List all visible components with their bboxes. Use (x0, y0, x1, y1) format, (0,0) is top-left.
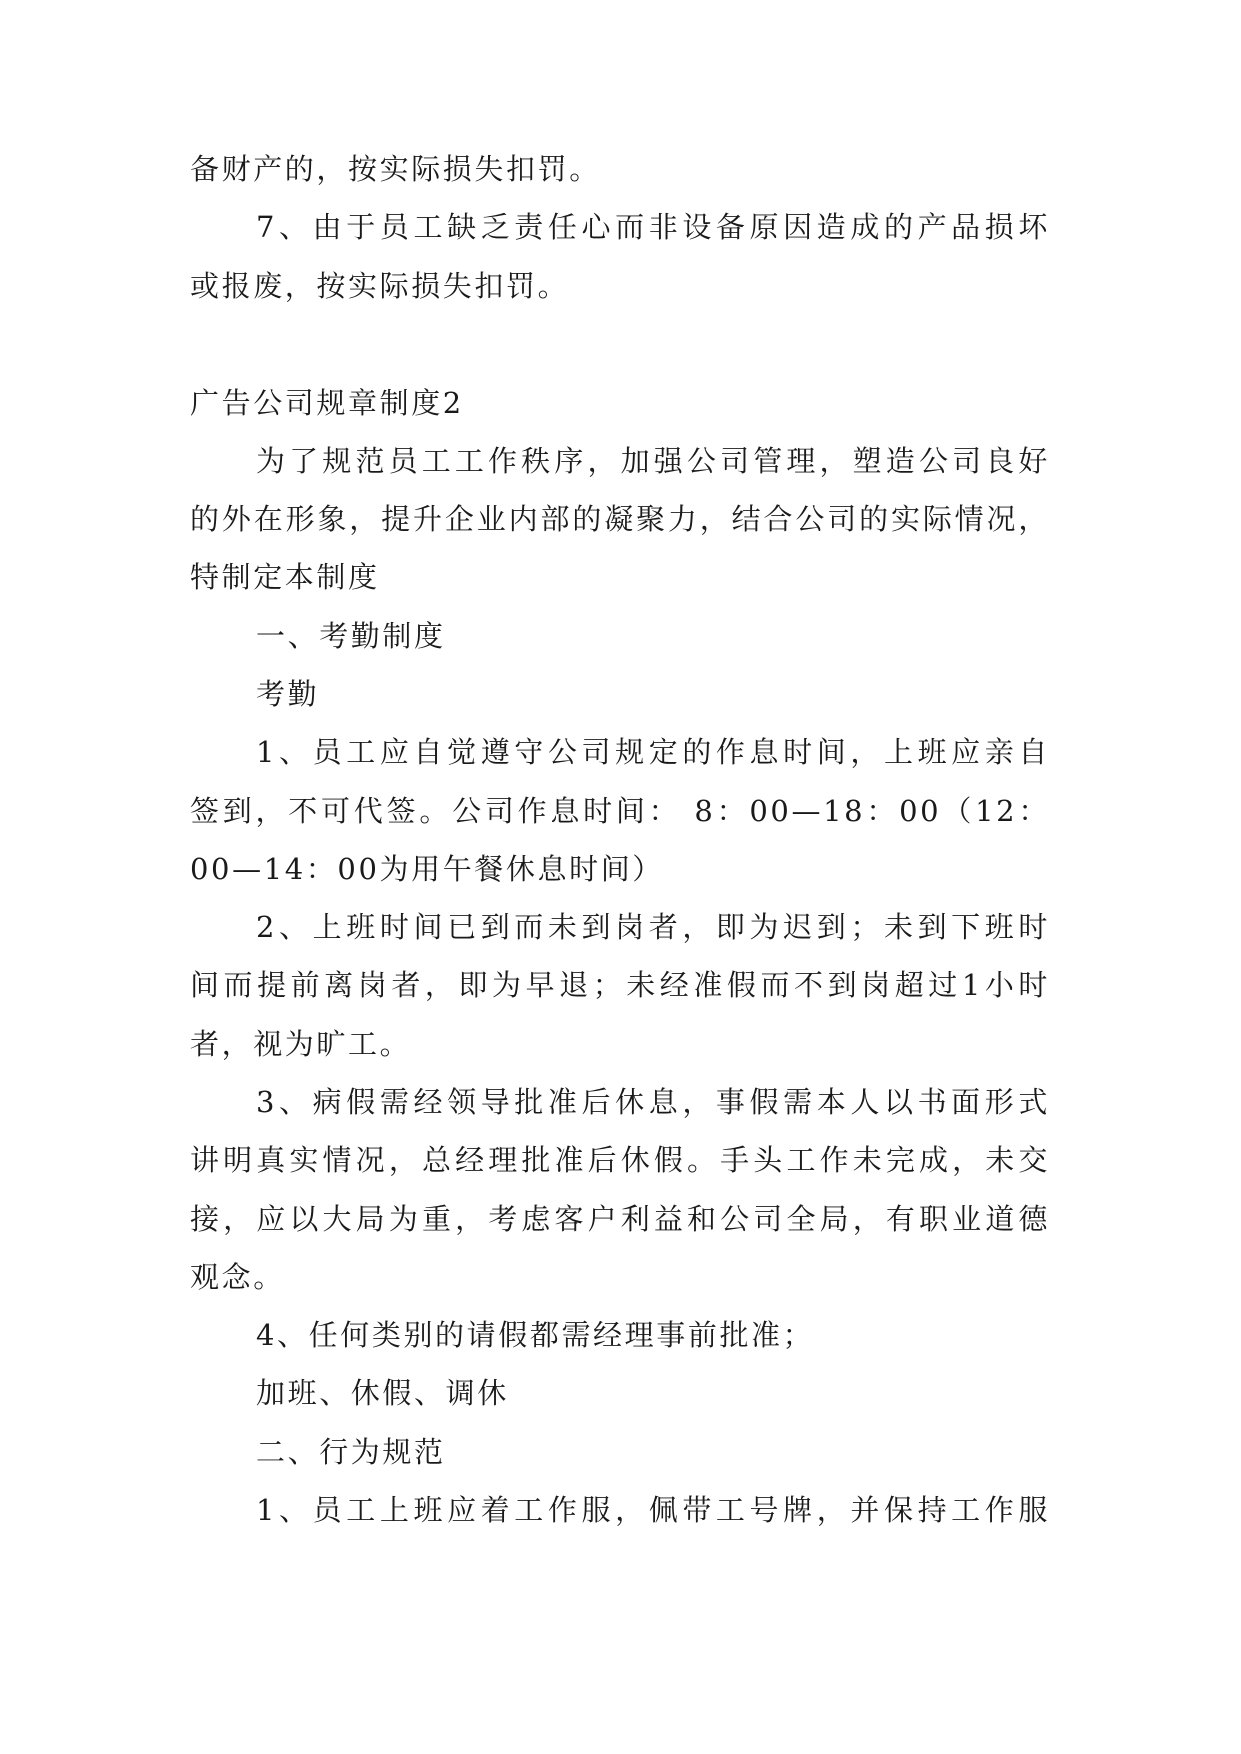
paragraph-line: 的外在形象，提升企业内部的凝聚力，结合公司的实际情况， (190, 502, 1050, 536)
subheading: 考勤 (256, 677, 320, 711)
paragraph-line: 2、上班时间已到而未到岗者，即为迟到；未到下班时 (256, 910, 1050, 944)
paragraph-line: 观念。 (190, 1260, 285, 1294)
paragraph-line: 为了规范员工工作秩序，加强公司管理，塑造公司良好 (256, 444, 1050, 478)
paragraph-line: 签到，不可代签。公司作息时间： 8：00—18：00（12： (190, 794, 1050, 828)
paragraph-line: 或报废，按实际损失扣罚。 (190, 269, 570, 303)
paragraph-line: 间而提前离岗者，即为早退；未经准假而不到岗超过1小时 (190, 968, 1050, 1002)
section-heading: 一、考勤制度 (256, 619, 446, 653)
section-heading: 二、行为规范 (256, 1435, 446, 1469)
subheading: 加班、休假、调休 (256, 1376, 509, 1410)
paragraph-line: 者，视为旷工。 (190, 1027, 412, 1061)
paragraph-line: 备财产的，按实际损失扣罚。 (190, 152, 601, 186)
paragraph-line: 3、病假需经领导批准后休息，事假需本人以书面形式 (256, 1085, 1050, 1119)
paragraph-line: 1、员工应自觉遵守公司规定的作息时间，上班应亲自 (256, 735, 1050, 769)
section-title: 广告公司规章制度2 (190, 386, 464, 420)
paragraph-line: 接，应以大局为重，考虑客户利益和公司全局，有职业道德 (190, 1202, 1050, 1236)
paragraph-line: 00—14：00为用午餐休息时间） (190, 852, 664, 886)
paragraph-line: 1、员工上班应着工作服，佩带工号牌，并保持工作服 (256, 1493, 1050, 1527)
paragraph-line: 4、任何类别的请假都需经理事前批准； (256, 1318, 815, 1352)
paragraph-line: 讲明真实情况，总经理批准后休假。手头工作未完成，未交 (190, 1143, 1050, 1177)
paragraph-line: 特制定本制度 (190, 560, 380, 594)
paragraph-line: 7、由于员工缺乏责任心而非设备原因造成的产品损坏 (256, 210, 1050, 244)
